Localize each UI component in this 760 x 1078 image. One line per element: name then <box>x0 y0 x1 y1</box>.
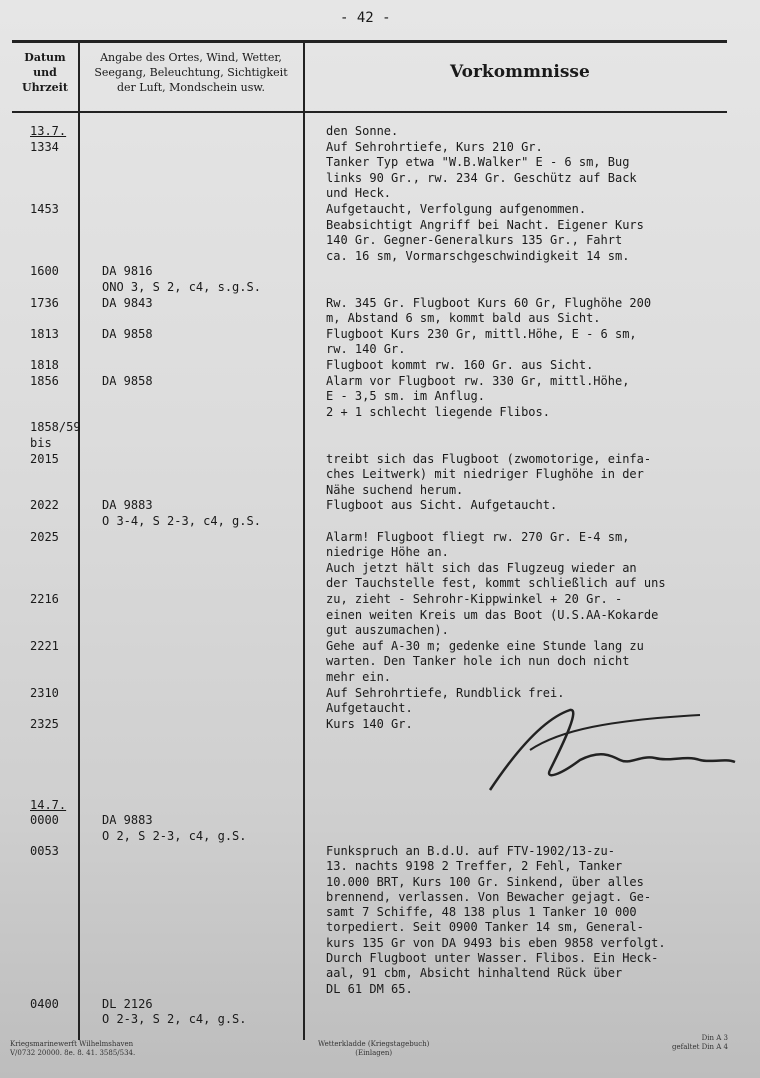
entry-time: 1334 <box>30 139 59 154</box>
entry-text: samt 7 Schiffe, 48 138 plus 1 Tanker 10 000 <box>326 905 637 920</box>
entry-text: DL 61 DM 65. <box>326 981 413 996</box>
entry-text: warten. Den Tanker hole ich nun doch nicht <box>326 654 630 669</box>
header-datum: Datum und Uhrzeit <box>22 51 68 94</box>
entry-position: DA 9816 <box>102 264 153 279</box>
entry-text: 13. nachts 9198 2 Treffer, 2 Fehl, Tanker <box>326 859 623 874</box>
entry-text: Nähe suchend herum. <box>326 482 464 497</box>
entry-time: 1856 <box>30 373 59 388</box>
signature <box>470 700 740 810</box>
entry-text: Alarm! Flugboot fliegt rw. 270 Gr. E-4 sm, <box>326 529 630 544</box>
entry-position: DA 9883 <box>102 813 153 828</box>
footer-center: Wetterkladde (Kriegstagebuch) (Einlagen) <box>318 1040 430 1057</box>
entry-text: Beabsichtigt Angriff bei Nacht. Eigener Kurs <box>326 217 644 232</box>
entry-text: kurs 135 Gr von DA 9493 bis eben 9858 verfolgt. <box>326 935 666 950</box>
entry-text: zu, zieht - Sehrohr-Kippwinkel + 20 Gr. - <box>326 592 623 606</box>
entry-text: E - 3,5 sm. im Anflug. <box>326 389 485 404</box>
entry-text: Rw. 345 Gr. Flugboot Kurs 60 Gr, Flughöhe 200 <box>326 295 652 310</box>
entry-text: ca. 16 sm, Vormarschgeschwindigkeit 14 sm. <box>326 248 630 263</box>
entry-time: 14.7. <box>30 798 67 812</box>
entry-text: Flugboot aus Sicht. Aufgetaucht. <box>326 498 558 513</box>
entry-text: gut auszumachen). <box>326 623 449 638</box>
entry-position: ONO 3, S 2, c4, s.g.S. <box>102 280 261 294</box>
entry-text: Auch jetzt hält sich das Flugzeug wieder an <box>326 560 637 575</box>
entry-text: Tanker Typ etwa "W.B.Walker" E - 6 sm, Bug <box>326 155 630 170</box>
entry-time: 0053 <box>30 843 59 858</box>
entry-position: DA 9858 <box>102 326 153 341</box>
entry-text: Flugboot kommt rw. 160 Gr. aus Sicht. <box>326 358 594 372</box>
entry-position: O 2, S 2-3, c4, g.S. <box>102 828 247 843</box>
entry-time: 1600 <box>30 264 59 279</box>
entry-text: Durch Flugboot unter Wasser. Flibos. Ein Heck- <box>326 951 659 965</box>
entry-text: rw. 140 Gr. <box>326 342 406 357</box>
page-number: - 42 - <box>340 10 391 26</box>
entry-text: brennend, verlassen. Von Bewacher gejagt. Ge- <box>326 889 652 904</box>
entry-text: Aufgetaucht. <box>326 701 413 716</box>
footer-right: Din A 3 gefaltet Din A 4 <box>672 1034 728 1051</box>
entry-text: den Sonne. <box>326 124 399 138</box>
entry-text: mehr ein. <box>326 670 392 684</box>
entry-text: 10.000 BRT, Kurs 100 Gr. Sinkend, über alles <box>326 874 644 889</box>
entry-position: DL 2126 <box>102 996 153 1011</box>
entry-text: Flugboot Kurs 230 Gr, mittl.Höhe, E - 6 sm, <box>326 326 637 341</box>
entry-text: 140 Gr. Gegner-Generalkurs 135 Gr., Fahrt <box>326 233 623 248</box>
entry-text: 2 + 1 schlecht liegende Flibos. <box>326 404 550 419</box>
entry-text: Kurs 140 Gr. <box>326 716 413 731</box>
entry-time: 1736 <box>30 295 59 310</box>
entry-text: Auf Sehrohrtiefe, Rundblick frei. <box>326 685 565 700</box>
entry-text: Aufgetaucht, Verfolgung aufgenommen. <box>326 202 587 216</box>
column-divider-1 <box>78 40 80 1040</box>
entry-time: 2025 <box>30 529 59 544</box>
column-divider-2 <box>303 40 305 1040</box>
entry-position: DA 9843 <box>102 295 153 310</box>
entry-text: m, Abstand 6 sm, kommt bald aus Sicht. <box>326 311 601 326</box>
entry-position: O 3-4, S 2-3, c4, g.S. <box>102 514 261 528</box>
entry-text: Alarm vor Flugboot rw. 330 Gr, mittl.Höhe, <box>326 373 630 388</box>
entry-time: 0000 <box>30 813 59 828</box>
entry-time: 2015 <box>30 451 59 466</box>
entry-position: DA 9858 <box>102 373 153 388</box>
header-rule <box>12 111 727 113</box>
header-angabe: Angabe des Ortes, Wind, Wetter, Seegang, Beleuchtung, Sichtigkeit der Luft, Mondschein usw. <box>94 51 288 94</box>
entry-time: 2216 <box>30 592 59 606</box>
entry-text: aal, 91 cbm, Absicht hinhaltend Rück über <box>326 966 623 981</box>
entry-text: links 90 Gr., rw. 234 Gr. Geschütz auf Back <box>326 170 637 185</box>
entry-time: 0400 <box>30 996 59 1011</box>
header-vorkommnisse: Vorkommnisse <box>450 62 590 82</box>
entry-text: Auf Sehrohrtiefe, Kurs 210 Gr. <box>326 139 543 154</box>
entry-text: Funkspruch an B.d.U. auf FTV-1902/13-zu- <box>326 843 615 858</box>
footer-left: Kriegsmarinewerft Wilhelmshaven V/0732 20000. 8e. 8. 41. 3585/534. <box>10 1040 136 1057</box>
entry-text: und Heck. <box>326 186 392 201</box>
entry-time: bis <box>30 436 52 450</box>
entry-position: O 2-3, S 2, c4, g.S. <box>102 1012 247 1027</box>
entry-text: torpediert. Seit 0900 Tanker 14 sm, General- <box>326 920 644 935</box>
entry-time: 13.7. <box>30 124 67 138</box>
entry-text: ches Leitwerk) mit niedriger Flughöhe in der <box>326 467 644 482</box>
entry-time: 1813 <box>30 326 59 341</box>
entry-time: 1453 <box>30 202 59 216</box>
entry-text: niedrige Höhe an. <box>326 545 449 560</box>
entry-position: DA 9883 <box>102 498 153 513</box>
top-rule <box>12 40 727 43</box>
entry-time: 2022 <box>30 498 59 513</box>
entry-time: 1858/59 <box>30 420 81 435</box>
entry-text: der Tauchstelle fest, kommt schließlich auf uns <box>326 576 666 591</box>
entry-text: einen weiten Kreis um das Boot (U.S.AA-Kokarde <box>326 607 659 622</box>
entry-time: 2310 <box>30 685 59 700</box>
entry-text: treibt sich das Flugboot (zwomotorige, einfa- <box>326 451 652 466</box>
entry-time: 2325 <box>30 716 59 731</box>
entry-time: 2221 <box>30 638 59 653</box>
entry-text: Gehe auf A-30 m; gedenke eine Stunde lang zu <box>326 638 644 653</box>
entry-time: 1818 <box>30 358 59 372</box>
